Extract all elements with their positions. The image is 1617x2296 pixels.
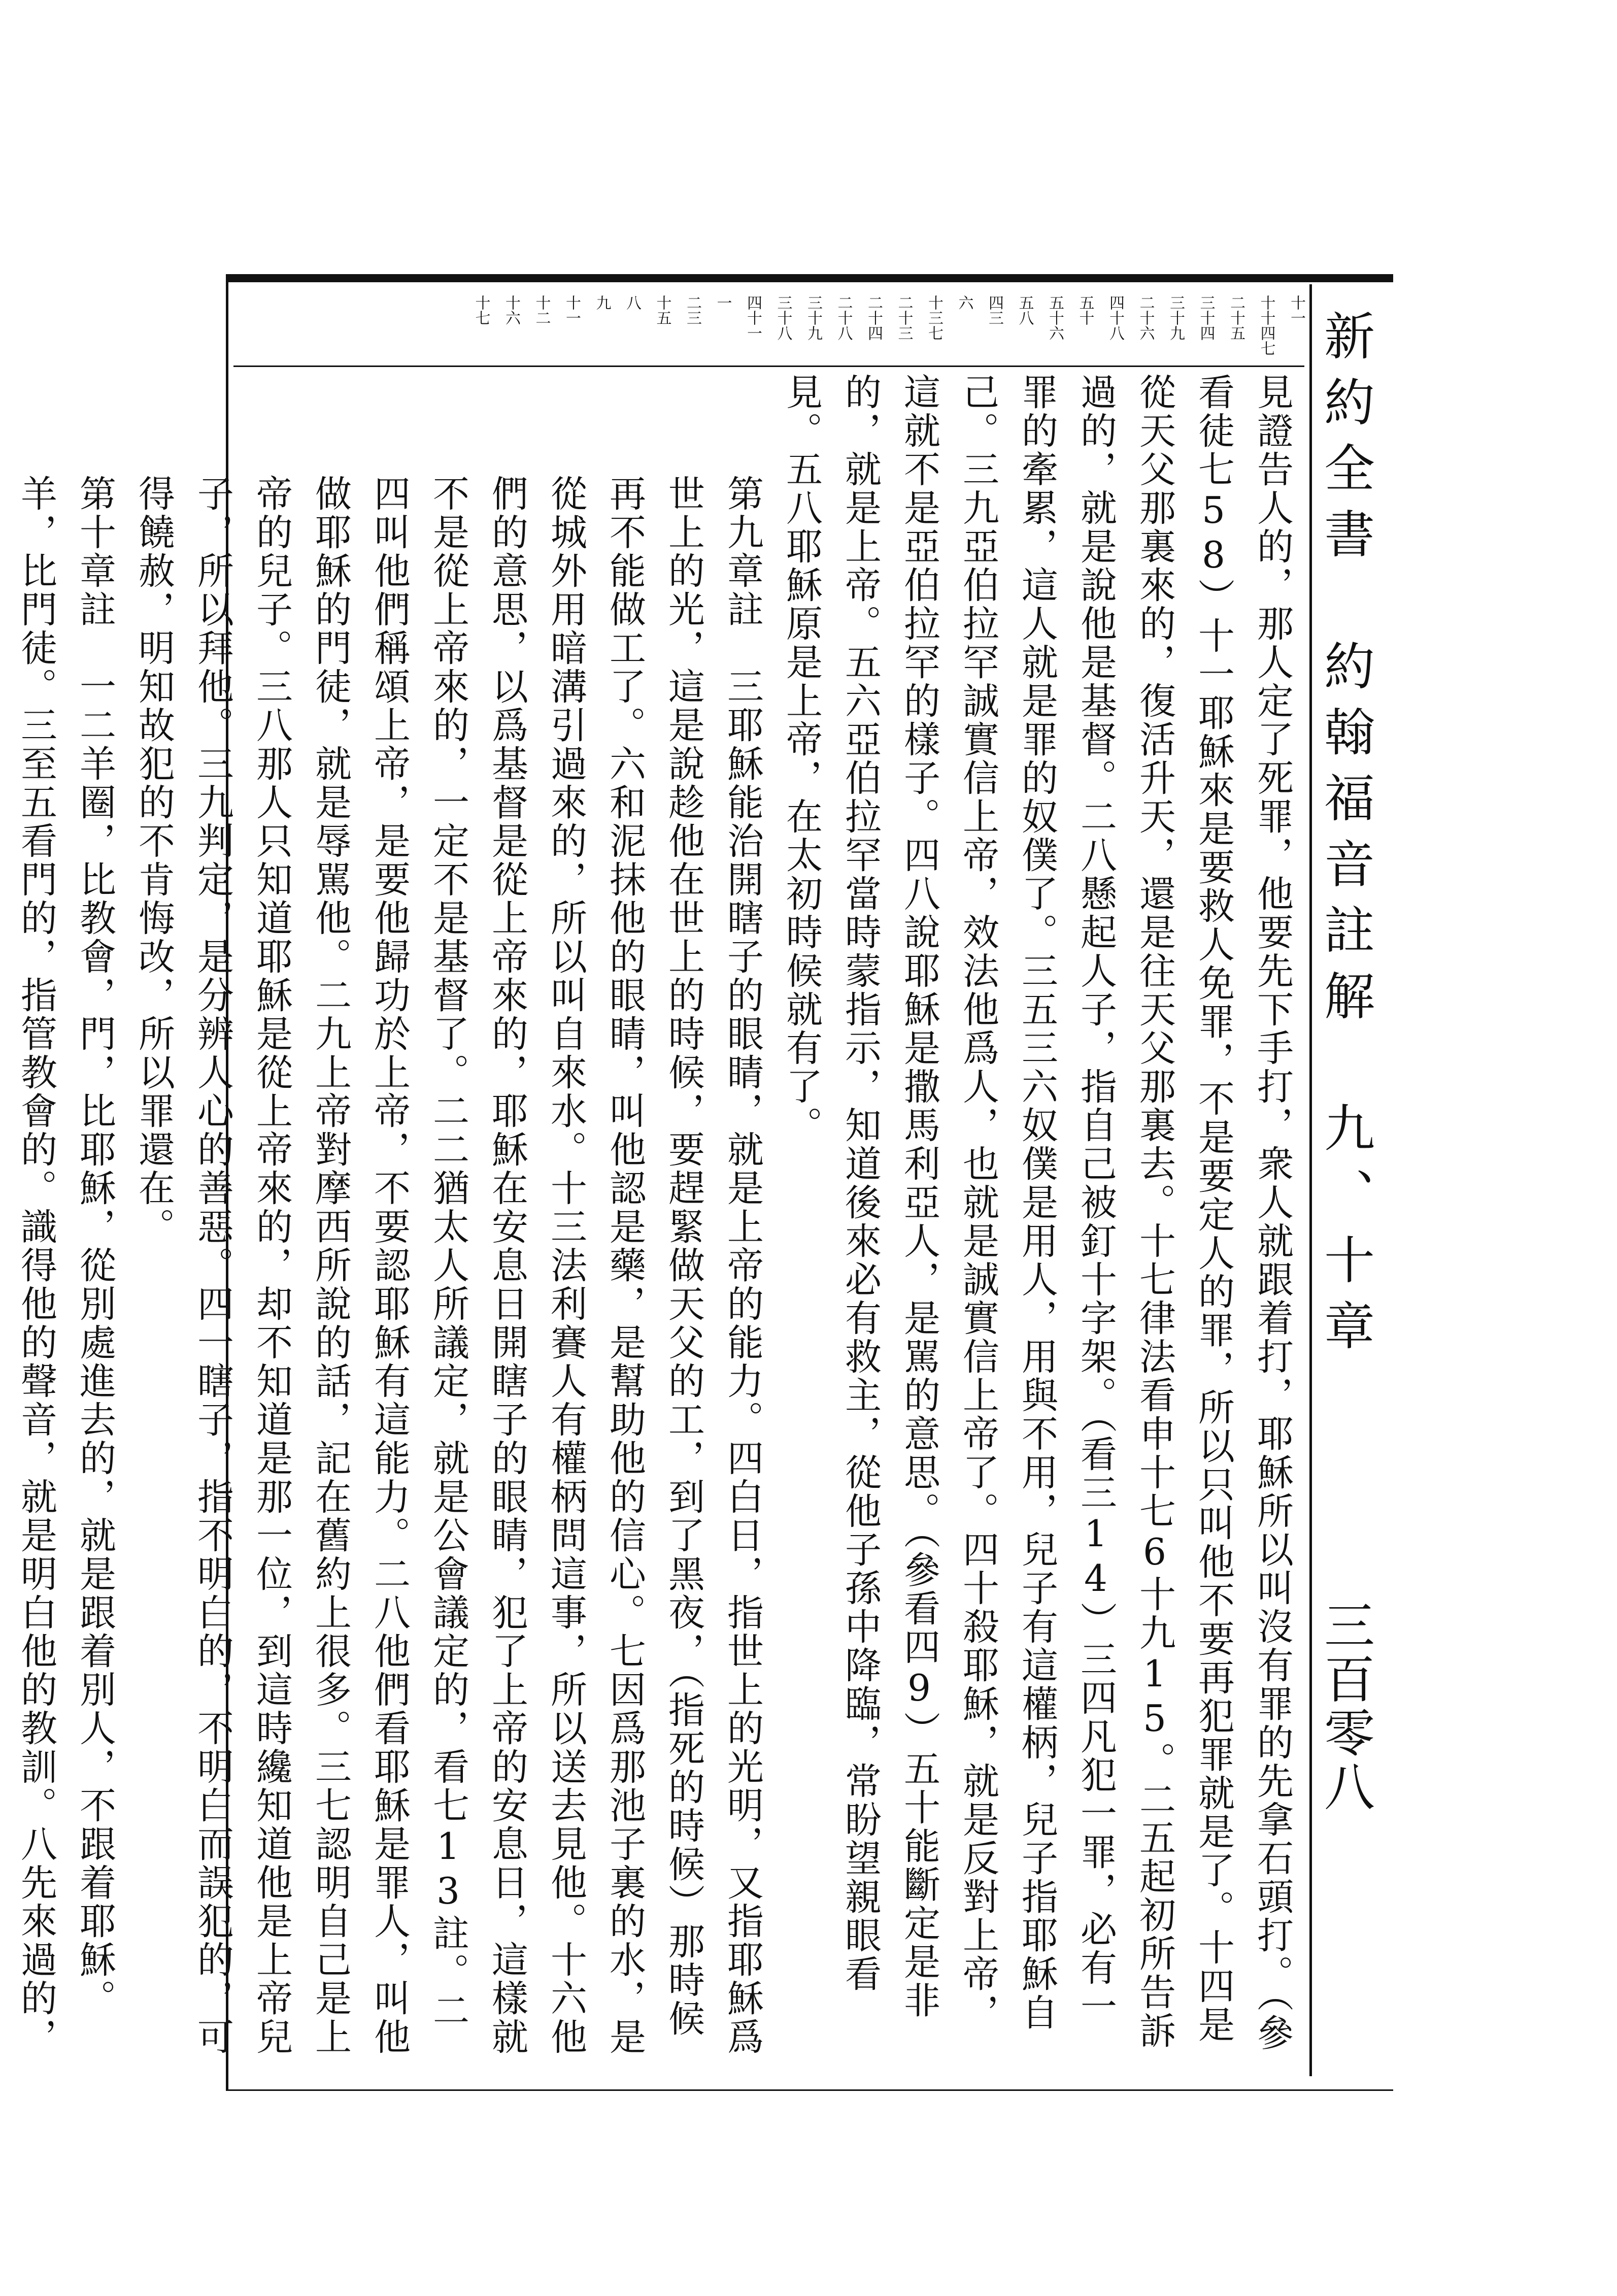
verse-index-item: 三十九 (1167, 295, 1185, 341)
header-divider (1309, 284, 1312, 2076)
verse-index-item: 三十四 (1197, 295, 1215, 341)
verse-index-item: 八 (623, 295, 641, 310)
verse-index-item: 一 (714, 295, 732, 310)
verse-index-item: 五十六 (1046, 295, 1064, 341)
verse-index-item: 二十五 (1227, 295, 1245, 341)
page-number: 三百零八 (1316, 1599, 1375, 1814)
verse-index-strip (233, 292, 1304, 367)
verse-index-item: 十一 (563, 295, 581, 325)
book-header-title: 新約全書 約翰福音註解 九、十章 (1316, 310, 1375, 1366)
verse-index-item: 四十一 (744, 295, 762, 341)
verse-index-item: 十五 (653, 295, 671, 325)
verse-index-item: 三十八 (774, 295, 792, 341)
verse-index-item: 二十四 (865, 295, 883, 341)
verse-index-item: 四三 (986, 295, 1003, 325)
verse-index-item: 十二 (532, 295, 551, 325)
verse-index-item: 十一 (1288, 295, 1305, 325)
commentary-paragraph-ch8-end: 見證告人的，那人定了死罪，他要先下手打，衆人就跟着打，耶穌所以叫沒有罪的先拿石頭打。（參看徒七58）十一耶穌來是要救人免罪，不是要定人的罪，所以只叫他不要再犯罪就是了。十四是從天父那裏來的，復活升天，還是往天父那裏去。十七律法看申十七6十九15。二五起初所告訴過的，就是說他是基督。二八懸起人子，指自己被釘十字架。（看三14）三四凡犯一罪，必有一罪的牽累，這人就是罪的奴僕了。三五三六奴僕是用人，用與不用，兒子有這權柄，兒子指耶穌自己。三九亞伯拉罕誠實信上帝，效法他爲人，也就是誠實信上帝了。四十殺耶穌，就是反對上帝，這就不是亞伯拉罕的樣子。四八說耶穌是撒馬利亞人，是駡的意思。（參看四9）五十能斷定是非的，就是上帝。五六亞伯拉罕當時蒙指示，知道後來必有救主，從他子孫中降臨，常盼望親眼看見。五八耶穌原是上帝，在太初時候就有了。 (780, 373, 1294, 2052)
commentary-paragraph-ch9: 第九章註 三耶穌能治開瞎子的眼睛，就是上帝的能力。四白日，指世上的光明，又指耶穌爲世上的光，這是說趁他在世上的時候，要趕緊做天父的工，到了黑夜，（指死的時候）那時候再不能做工了。六和泥抹他的眼睛，叫他認是藥，是幫助他的信心。七因爲那池子裏的水，是從城外用暗溝引過來的，所以叫自來水。十三法利賽人有權柄問這事，所以送去見他。十六他們的意思，以爲基督是從上帝來的，耶穌在安息日開瞎子的眼睛，犯了上帝的安息日，這樣就不是從上帝來的，一定不是基督了。二二猶太人所議定，就是公會議定的，看七13註。二四叫他們稱頌上帝，是要他歸功於上帝，不要認耶穌有這能力。二八他們看耶穌是罪人，叫他做耶穌的門徒，就是辱駡他。二九上帝對摩西所說的話，記在舊約上很多。三七認明自己是上帝的兒子。三八那人只知道耶穌是從上帝來的，却不知道是那一位，到這時纔知道他是上帝兒子，所以拜他。三九判定，是分辨人心的善惡。四一瞎子，指不明白的，不明白而誤犯的，可得饒赦，明知故犯的不肯悔改，所以罪還在。 (132, 475, 764, 2056)
verse-index-item: 十六 (502, 295, 520, 325)
verse-index-item: 十七 (472, 295, 490, 325)
verse-index-item: 十十四七 (1257, 295, 1275, 356)
verse-index-item: 四十八 (1106, 295, 1124, 341)
commentary-paragraph-ch10: 第十章註 一二羊圈，比教會，門，比耶穌，從別處進去的，就是跟着別人，不跟着耶穌。羊，比門徒。三至五看門的，指管教會的。識得他的聲音，就是明白他的教訓。八先來過的， (15, 475, 116, 2056)
verse-index-item: 五八 (1016, 295, 1034, 325)
verse-index-item: 二十八 (834, 295, 853, 341)
verse-index-item: 六 (955, 295, 973, 310)
verse-index-item: 二三 (684, 295, 701, 325)
verse-index-item: 三十九 (804, 295, 822, 341)
verse-index-item: 九 (593, 295, 611, 310)
verse-index-item: 十三七 (925, 295, 943, 341)
verse-index-item: 二十三 (895, 295, 913, 341)
verse-index-item: 二十六 (1136, 295, 1155, 341)
commentary-body (15, 373, 1302, 2064)
verse-index-item: 五十 (1076, 295, 1094, 325)
